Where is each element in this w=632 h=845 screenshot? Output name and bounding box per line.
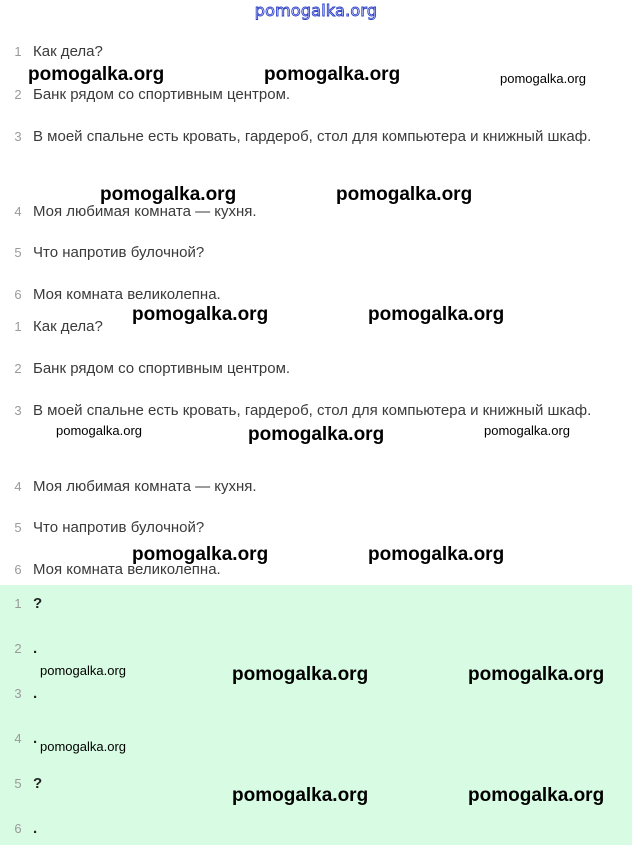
watermark: pomogalka.org <box>132 304 269 325</box>
list-item <box>0 85 632 105</box>
item-number: 1 <box>14 596 22 611</box>
sentence-text: Как дела? <box>33 43 103 60</box>
item-number: 6 <box>14 562 22 577</box>
watermark: pomogalka.org <box>336 184 473 205</box>
watermark: pomogalka.org <box>56 423 142 438</box>
item-number: 4 <box>14 731 22 746</box>
answer-text: . <box>33 640 38 657</box>
watermark: pomogalka.org <box>368 304 505 325</box>
item-number: 6 <box>14 287 22 302</box>
item-number: 3 <box>14 403 22 418</box>
answer-row <box>0 684 632 704</box>
answer-row <box>0 639 632 659</box>
list-item <box>0 560 632 580</box>
sentence-text: Как дела? <box>33 318 103 335</box>
watermark: pomogalka.org <box>40 739 126 754</box>
list-item <box>0 401 632 421</box>
watermark: pomogalka.org <box>232 785 369 806</box>
item-number: 1 <box>14 319 22 334</box>
item-number: 6 <box>14 821 22 836</box>
sentence-text: Что напротив булочной? <box>33 519 205 536</box>
list-item <box>0 42 632 62</box>
item-number: 2 <box>14 641 22 656</box>
watermark: pomogalka.org <box>484 423 570 438</box>
list-item <box>0 202 632 222</box>
list-item <box>0 518 632 538</box>
item-number: 5 <box>14 776 22 791</box>
watermark: pomogalka.org <box>132 544 269 565</box>
watermark: pomogalka.org <box>232 664 369 685</box>
list-item <box>0 285 632 305</box>
watermark: pomogalka.org <box>264 64 401 85</box>
list-item <box>0 477 632 497</box>
site-header[interactable]: pomogalka.org <box>254 1 378 20</box>
answer-text: . <box>33 730 38 747</box>
item-number: 5 <box>14 520 22 535</box>
item-number: 4 <box>14 479 22 494</box>
answer-text: ? <box>33 775 43 792</box>
sentence-text: Банк рядом со спортивным центром. <box>33 360 291 377</box>
answer-text: ? <box>33 595 43 612</box>
item-number: 1 <box>14 44 22 59</box>
list-item <box>0 359 632 379</box>
sentence-text: В моей спальне есть кровать, гардероб, стол для компьютера и книжный шкаф. <box>33 128 592 145</box>
answer-row <box>0 819 632 839</box>
answer-text: . <box>33 820 38 837</box>
watermark: pomogalka.org <box>368 544 505 565</box>
item-number: 2 <box>14 87 22 102</box>
sentence-text: Моя любимая комната — кухня. <box>33 203 257 220</box>
answer-text: . <box>33 685 38 702</box>
sentence-text: Моя комната великолепна. <box>33 561 221 578</box>
watermark: pomogalka.org <box>40 663 126 678</box>
item-number: 5 <box>14 245 22 260</box>
watermark: pomogalka.org <box>468 785 605 806</box>
list-item <box>0 127 632 147</box>
watermark: pomogalka.org <box>248 424 385 445</box>
list-item <box>0 243 632 263</box>
watermark: pomogalka.org <box>28 64 165 85</box>
sentence-text: Банк рядом со спортивным центром. <box>33 86 291 103</box>
answer-panel <box>0 585 632 845</box>
answer-row <box>0 594 632 614</box>
sentence-text: Моя комната великолепна. <box>33 286 221 303</box>
item-number: 4 <box>14 204 22 219</box>
sentence-text: В моей спальне есть кровать, гардероб, стол для компьютера и книжный шкаф. <box>33 402 592 419</box>
item-number: 2 <box>14 361 22 376</box>
item-number: 3 <box>14 686 22 701</box>
sentence-text: Что напротив булочной? <box>33 244 205 261</box>
watermark: pomogalka.org <box>500 71 586 86</box>
watermark: pomogalka.org <box>100 184 237 205</box>
list-item <box>0 317 632 337</box>
item-number: 3 <box>14 129 22 144</box>
watermark: pomogalka.org <box>468 664 605 685</box>
sentence-text: Моя любимая комната — кухня. <box>33 478 257 495</box>
